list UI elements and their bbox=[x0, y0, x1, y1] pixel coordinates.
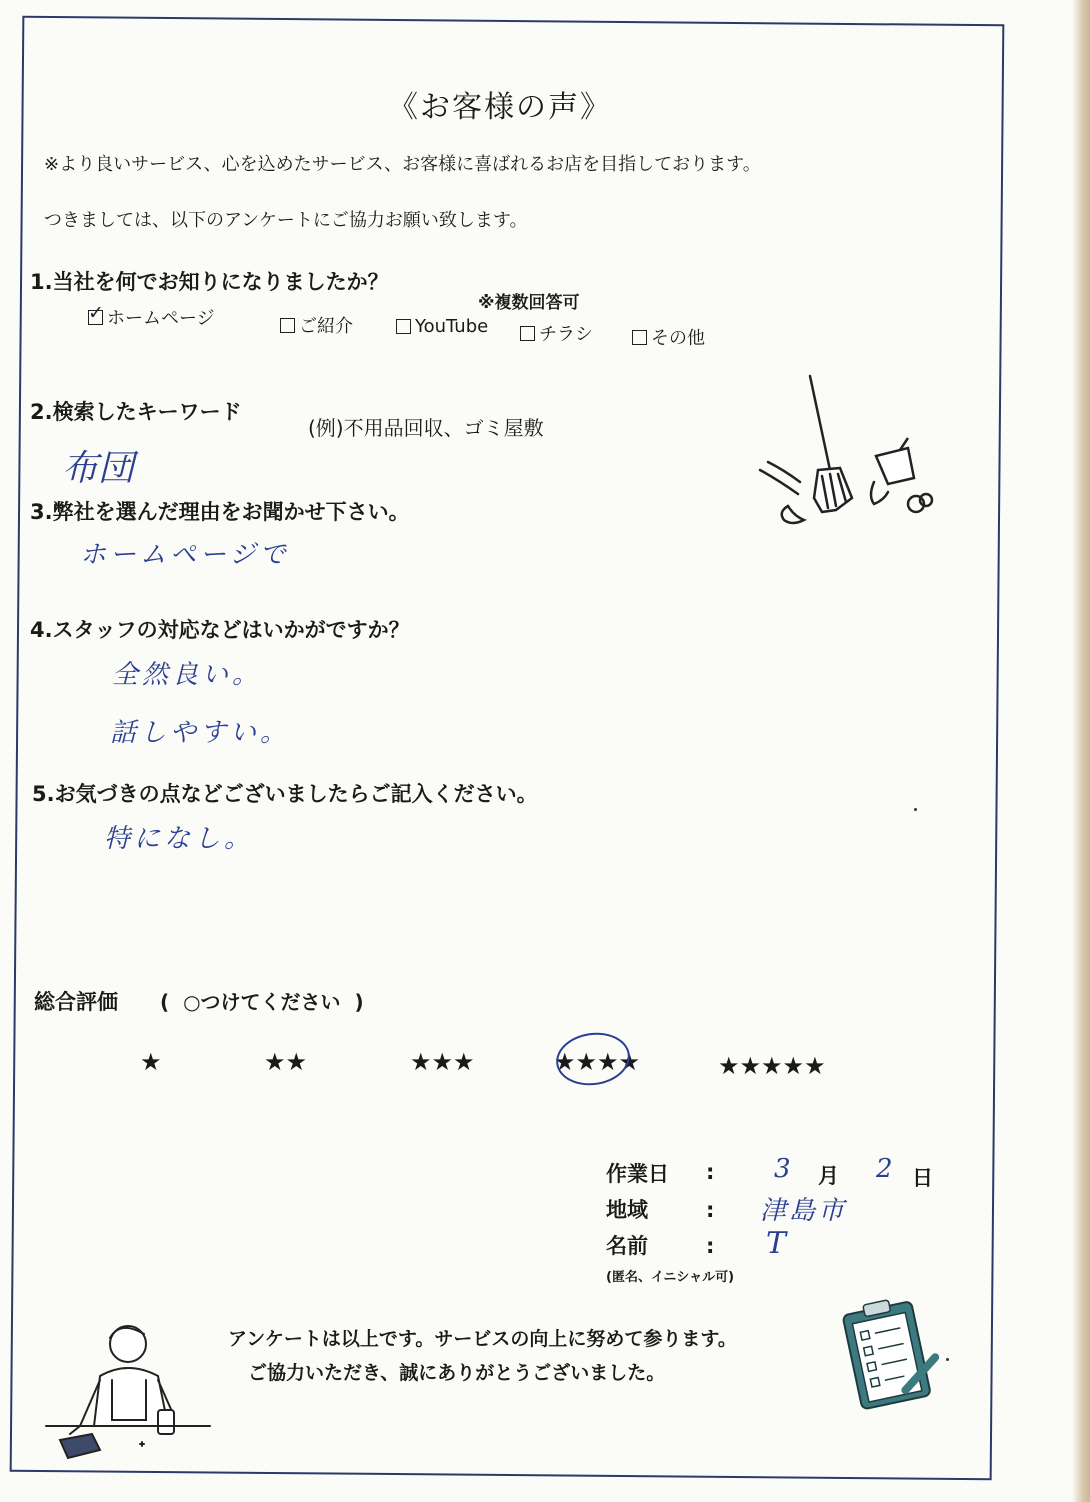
option-homepage[interactable] bbox=[88, 304, 215, 330]
month-unit: 月 bbox=[818, 1164, 839, 1188]
rating-instruction: ( ○つけてください ) bbox=[160, 990, 364, 1014]
speck bbox=[914, 808, 917, 811]
speck bbox=[946, 1358, 949, 1361]
day-unit: 日 bbox=[912, 1166, 933, 1190]
checkbox-checked-icon[interactable] bbox=[88, 310, 103, 325]
checkbox-icon[interactable] bbox=[632, 330, 647, 345]
rating-4-stars[interactable]: ★★★★ bbox=[554, 1048, 641, 1076]
paper-edge bbox=[1072, 0, 1090, 1502]
question-1-note: ※複数回答可 bbox=[478, 293, 580, 313]
colon: : bbox=[706, 1160, 715, 1184]
page-title: 《お客様の声》 bbox=[388, 90, 612, 125]
question-5-answer[interactable]: 特になし。 bbox=[104, 824, 255, 854]
work-date-label: 作業日 bbox=[606, 1162, 669, 1186]
rating-3-stars[interactable]: ★★★ bbox=[410, 1048, 475, 1076]
checkbox-icon[interactable] bbox=[520, 326, 535, 341]
rating-2-stars[interactable]: ★★ bbox=[264, 1048, 308, 1076]
clipboard-checklist-icon bbox=[838, 1296, 948, 1416]
option-label: その他 bbox=[651, 328, 705, 349]
rating-1-star[interactable]: ★ bbox=[140, 1048, 162, 1076]
name-note: (匿名、イニシャル可) bbox=[606, 1270, 735, 1285]
rating-title: 総合評価 bbox=[34, 990, 118, 1014]
question-4-answer-line-2[interactable]: 話しやすい。 bbox=[110, 718, 291, 748]
question-5-label: 5.お気づきの点などございましたらご記入ください。 bbox=[32, 782, 538, 806]
colon: : bbox=[706, 1234, 715, 1258]
option-flyer[interactable] bbox=[520, 320, 593, 346]
question-1-label: 1.当社を何でお知りになりましたか？ bbox=[30, 270, 389, 294]
area-label: 地域 bbox=[606, 1198, 648, 1222]
question-4-answer-line-1[interactable]: 全然良い。 bbox=[112, 660, 263, 690]
rating-5-stars[interactable]: ★★★★★ bbox=[718, 1052, 826, 1080]
work-day-value[interactable]: 2 bbox=[876, 1154, 893, 1184]
option-label: YouTube bbox=[415, 316, 489, 337]
checkbox-icon[interactable] bbox=[280, 318, 295, 333]
question-4-label: 4.スタッフの対応などはいかがですか？ bbox=[30, 618, 410, 642]
closing-line-1: アンケートは以上です。サービスの向上に努めて参ります。 bbox=[228, 1328, 737, 1350]
question-2-answer[interactable]: 布団 bbox=[62, 448, 135, 489]
option-other[interactable] bbox=[632, 324, 705, 350]
intro-line-1: ※より良いサービス、心を込めたサービス、お客様に喜ばれるお店を目指しております。 bbox=[44, 154, 761, 175]
question-2-example: (例)不用品回収、ゴミ屋敷 bbox=[308, 416, 544, 440]
name-label: 名前 bbox=[606, 1234, 648, 1258]
checkbox-icon[interactable] bbox=[396, 319, 411, 334]
name-value[interactable]: T bbox=[766, 1226, 787, 1261]
colon: : bbox=[706, 1198, 715, 1222]
dustpan-icon bbox=[876, 438, 932, 512]
question-3-answer[interactable]: ホームページで bbox=[80, 540, 290, 570]
option-label: ホームページ bbox=[107, 308, 215, 329]
option-referral[interactable] bbox=[280, 312, 353, 338]
question-2-label: 2.検索したキーワード bbox=[30, 400, 242, 424]
intro-line-2: つきましては、以下のアンケートにご協力お願い致します。 bbox=[44, 210, 528, 231]
broom-icon bbox=[748, 370, 948, 540]
work-month-value[interactable]: 3 bbox=[774, 1154, 791, 1184]
cleaning-person-illustration bbox=[40, 1316, 220, 1476]
option-label: ご紹介 bbox=[299, 316, 353, 337]
closing-line-2: ご協力いただき、誠にありがとうございました。 bbox=[248, 1362, 666, 1384]
area-value[interactable]: 津島市 bbox=[760, 1196, 848, 1226]
question-3-label: 3.弊社を選んだ理由をお聞かせ下さい。 bbox=[30, 500, 410, 524]
option-youtube[interactable] bbox=[396, 316, 488, 337]
option-label: チラシ bbox=[539, 324, 593, 345]
